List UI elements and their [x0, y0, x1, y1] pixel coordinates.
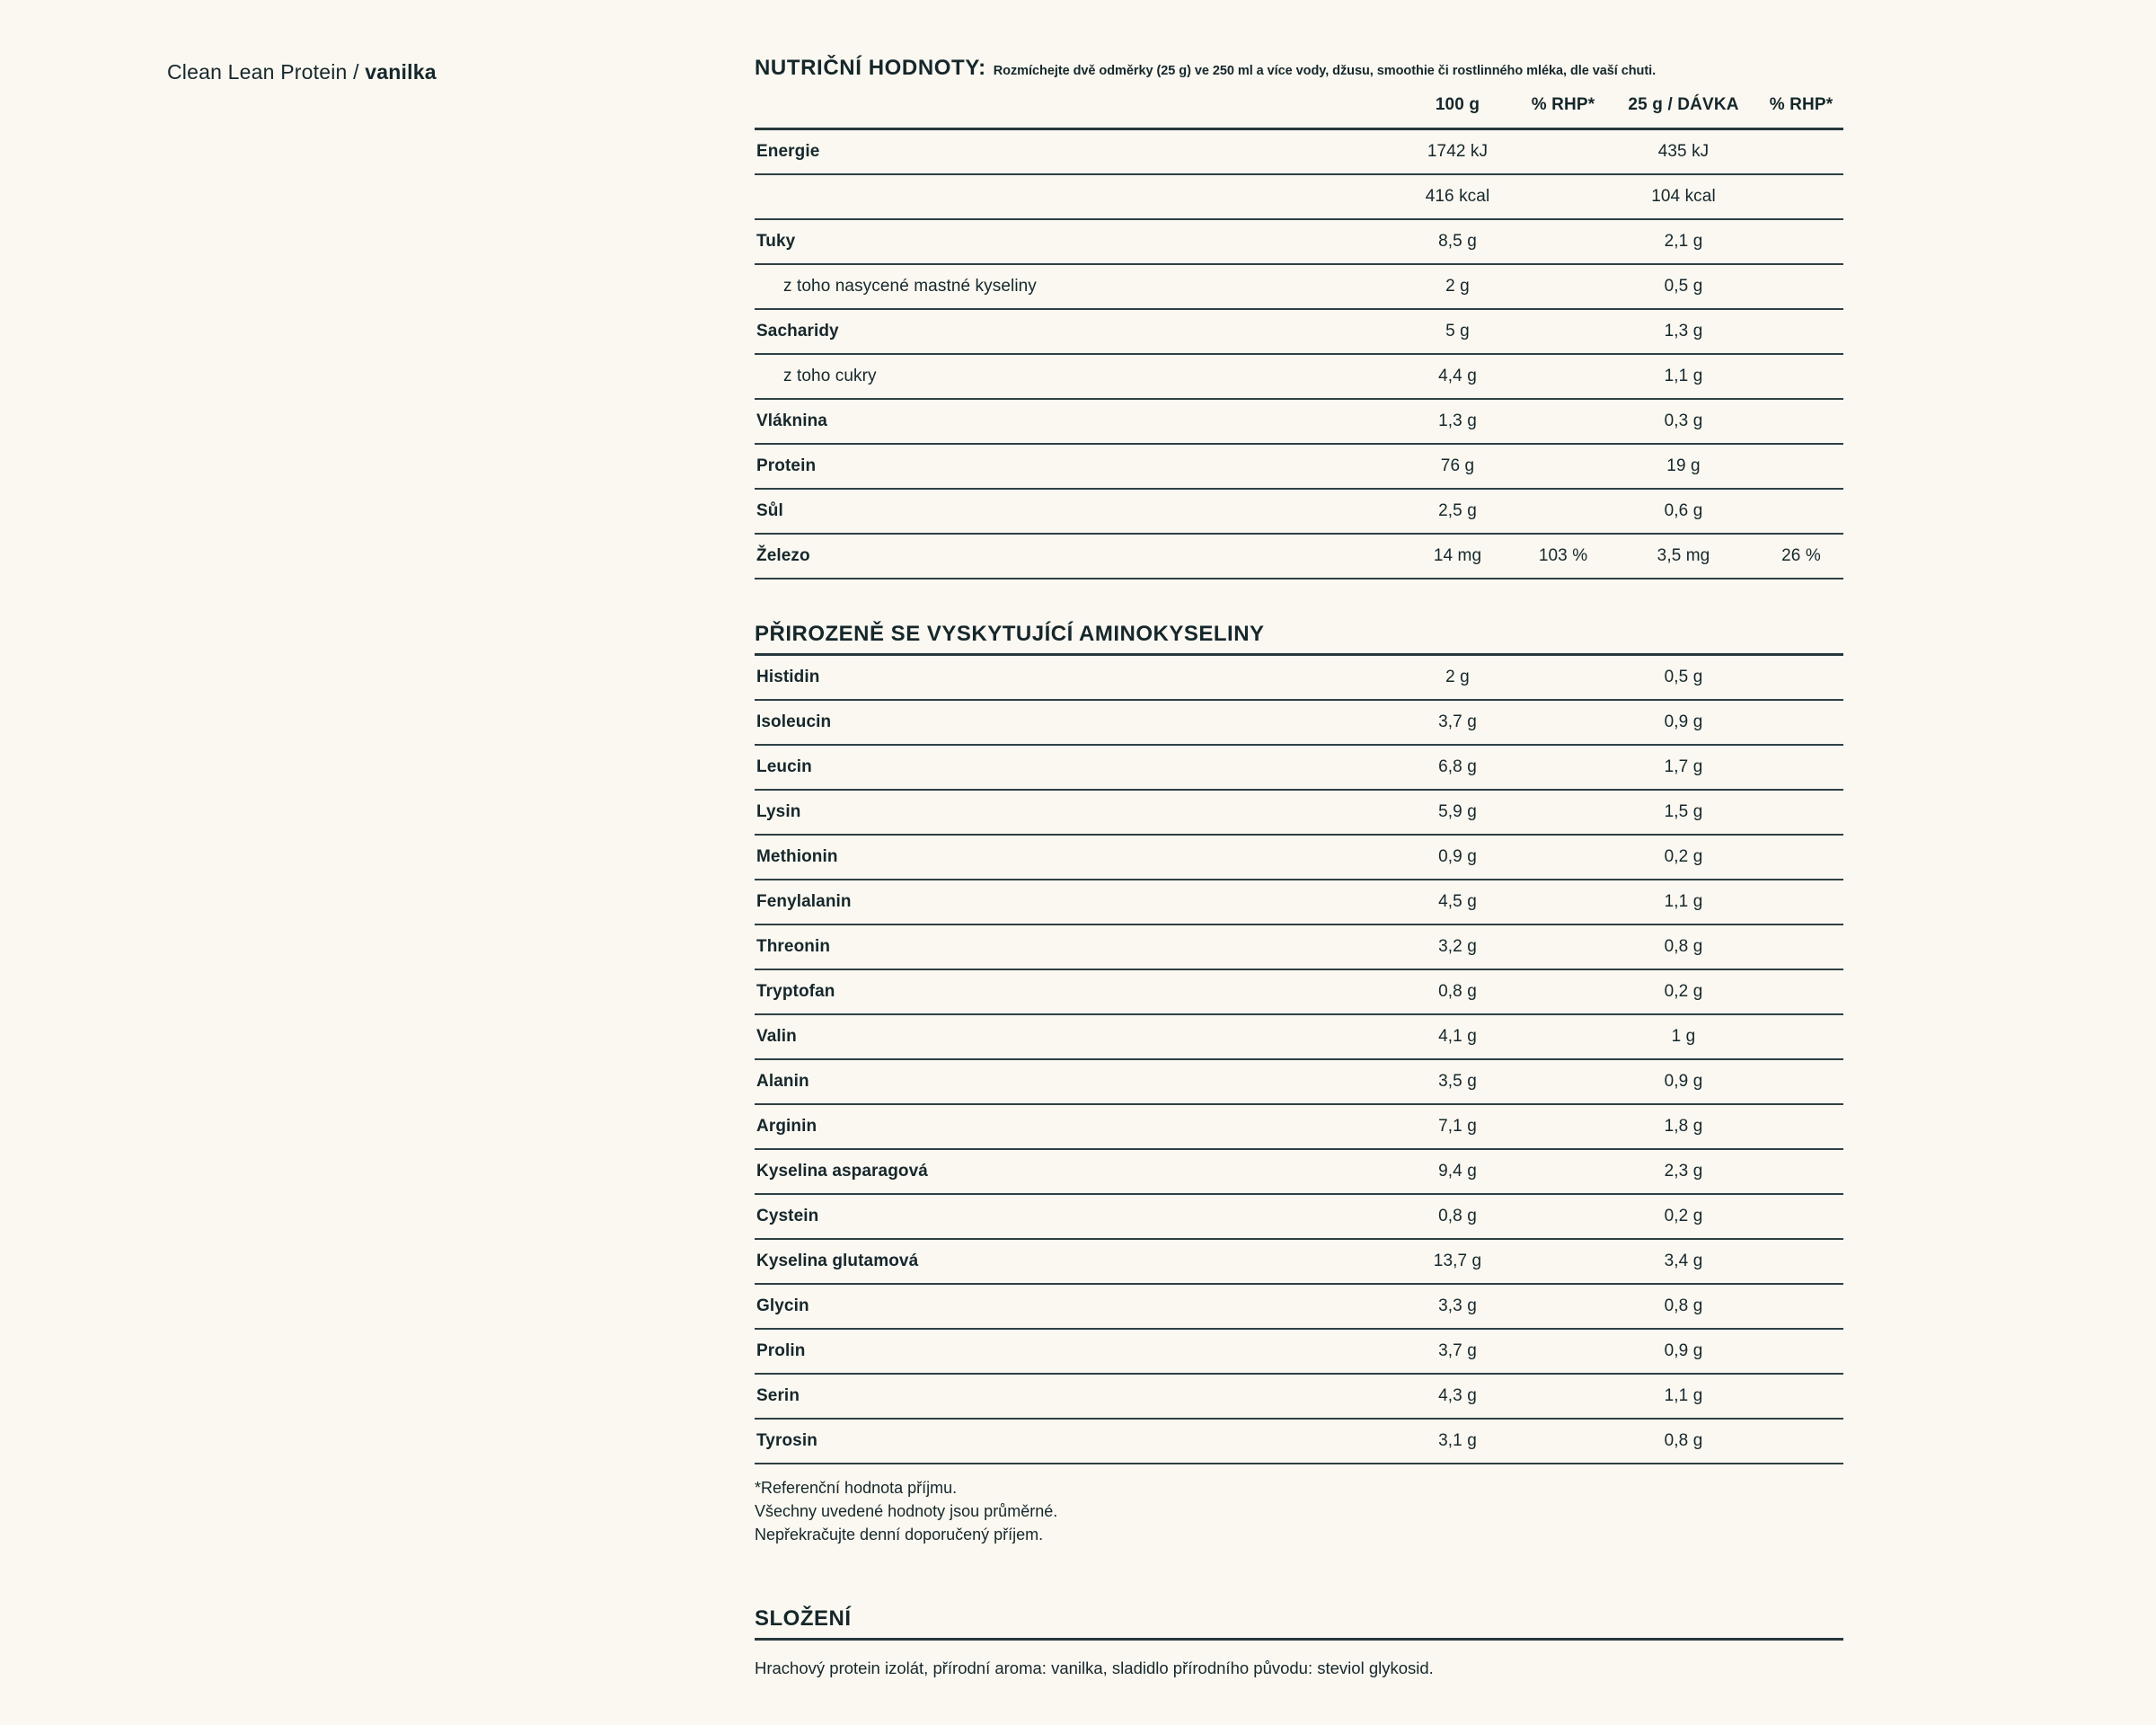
nutrient-value-per-100g: 5 g [1397, 309, 1518, 354]
nutrient-rhp-per-100g: 103 % [1518, 534, 1608, 579]
amino-acid-rhp-per-100g [1518, 924, 1608, 969]
amino-acid-rhp-per-serving [1759, 790, 1843, 835]
product-variant: vanilka [365, 60, 437, 84]
nutrient-rhp-per-100g [1518, 354, 1608, 399]
preparation-instructions: Rozmíchejte dvě odměrky (25 g) ve 250 ml a více vody, džusu, smoothie či rostlinného mléka, dle vaší chuti. [993, 63, 1657, 78]
amino-acid-label: Kyselina glutamová [755, 1239, 1397, 1284]
nutrient-label: z toho nasycené mastné kyseliny [755, 264, 1397, 309]
table-row [755, 880, 1843, 924]
table-row [755, 444, 1843, 489]
nutrient-value-per-100g: 76 g [1397, 444, 1518, 489]
nutrition-heading-row [755, 56, 1843, 81]
nutrition-heading: NUTRIČNÍ HODNOTY: [755, 56, 986, 80]
table-row [755, 1059, 1843, 1104]
amino-acid-value-per-100g: 7,1 g [1397, 1104, 1518, 1149]
amino-acid-rhp-per-100g [1518, 1104, 1608, 1149]
amino-acid-value-per-serving: 0,9 g [1608, 700, 1759, 745]
amino-acid-value-per-serving: 3,4 g [1608, 1239, 1759, 1284]
amino-acid-rhp-per-serving [1759, 1104, 1843, 1149]
amino-acid-label: Tyrosin [755, 1419, 1397, 1464]
amino-acid-value-per-100g: 3,7 g [1397, 1329, 1518, 1374]
composition-divider [755, 1638, 1843, 1641]
amino-acid-value-per-serving: 1,7 g [1608, 745, 1759, 790]
amino-acid-label: Isoleucin [755, 700, 1397, 745]
nutrient-label: Sůl [755, 489, 1397, 534]
table-row [755, 354, 1843, 399]
amino-acid-rhp-per-serving [1759, 655, 1843, 701]
amino-acid-value-per-serving: 1,1 g [1608, 1374, 1759, 1419]
amino-acid-rhp-per-100g [1518, 1284, 1608, 1329]
amino-acid-label: Histidin [755, 655, 1397, 701]
amino-acid-value-per-serving: 1 g [1608, 1014, 1759, 1059]
amino-acid-rhp-per-100g [1518, 1239, 1608, 1284]
amino-acid-label: Fenylalanin [755, 880, 1397, 924]
amino-acid-label: Serin [755, 1374, 1397, 1419]
amino-acid-rhp-per-100g [1518, 790, 1608, 835]
composition-heading: SLOŽENÍ [755, 1606, 852, 1631]
nutrient-value-per-100g: 4,4 g [1397, 354, 1518, 399]
nutrient-value-per-100g: 2 g [1397, 264, 1518, 309]
amino-acid-rhp-per-serving [1759, 1419, 1843, 1464]
nutrient-rhp-per-100g [1518, 399, 1608, 444]
nutrient-value-per-serving: 104 kcal [1608, 174, 1759, 219]
nutrition-table-header-row [755, 87, 1843, 129]
amino-acids-table [755, 653, 1843, 1464]
composition-text: Hrachový protein izolát, přírodní aroma: vanilka, sladidlo přírodního původu: steviol glykosid. [755, 1658, 1434, 1677]
nutrient-value-per-100g: 416 kcal [1397, 174, 1518, 219]
nutrient-rhp-per-serving [1759, 399, 1843, 444]
nutrient-rhp-per-serving: 26 % [1759, 534, 1843, 579]
nutrient-rhp-per-serving [1759, 309, 1843, 354]
amino-acid-rhp-per-serving [1759, 924, 1843, 969]
footnote-line: Všechny uvedené hodnoty jsou průměrné. [755, 1501, 1058, 1520]
amino-acid-value-per-serving: 1,8 g [1608, 1104, 1759, 1149]
nutrient-value-per-100g: 14 mg [1397, 534, 1518, 579]
nutrient-rhp-per-serving [1759, 264, 1843, 309]
amino-acid-value-per-serving: 1,5 g [1608, 790, 1759, 835]
amino-acid-rhp-per-serving [1759, 745, 1843, 790]
amino-acid-rhp-per-100g [1518, 1194, 1608, 1239]
footnote-line: *Referenční hodnota příjmu. [755, 1479, 958, 1497]
amino-acid-value-per-serving: 0,2 g [1608, 969, 1759, 1014]
nutrient-label: Sacharidy [755, 309, 1397, 354]
amino-acid-value-per-100g: 4,5 g [1397, 880, 1518, 924]
amino-acid-rhp-per-serving [1759, 1239, 1843, 1284]
amino-acids-table-body [755, 655, 1843, 1464]
table-row [755, 219, 1843, 264]
amino-acid-value-per-100g: 3,7 g [1397, 700, 1518, 745]
amino-acid-value-per-100g: 0,8 g [1397, 969, 1518, 1014]
amino-acid-rhp-per-100g [1518, 835, 1608, 880]
amino-acid-rhp-per-serving [1759, 700, 1843, 745]
label-content [755, 56, 1843, 1678]
nutrient-rhp-per-100g [1518, 309, 1608, 354]
nutrient-value-per-serving: 3,5 mg [1608, 534, 1759, 579]
amino-acid-rhp-per-100g [1518, 969, 1608, 1014]
amino-acid-label: Methionin [755, 835, 1397, 880]
amino-acid-rhp-per-100g [1518, 1149, 1608, 1194]
nutrition-table [755, 87, 1843, 579]
nutrient-value-per-100g: 2,5 g [1397, 489, 1518, 534]
amino-acid-value-per-100g: 3,1 g [1397, 1419, 1518, 1464]
footnote-line: Nepřekračujte denní doporučený příjem. [755, 1525, 1044, 1544]
amino-acid-rhp-per-100g [1518, 700, 1608, 745]
amino-acid-rhp-per-100g [1518, 1059, 1608, 1104]
amino-acids-heading: PŘIROZENĚ SE VYSKYTUJÍCÍ AMINOKYSELINY [755, 622, 1265, 646]
nutrition-table-body [755, 129, 1843, 579]
nutrient-label: Železo [755, 534, 1397, 579]
amino-acid-value-per-100g: 3,3 g [1397, 1284, 1518, 1329]
nutrient-value-per-serving: 0,5 g [1608, 264, 1759, 309]
table-row [755, 700, 1843, 745]
amino-acid-label: Valin [755, 1014, 1397, 1059]
table-row [755, 790, 1843, 835]
table-row [755, 309, 1843, 354]
nutrient-rhp-per-100g [1518, 444, 1608, 489]
nutrient-value-per-serving: 435 kJ [1608, 129, 1759, 175]
amino-acid-rhp-per-100g [1518, 1329, 1608, 1374]
amino-acid-rhp-per-serving [1759, 1374, 1843, 1419]
amino-acid-value-per-100g: 13,7 g [1397, 1239, 1518, 1284]
table-row [755, 969, 1843, 1014]
amino-acid-rhp-per-100g [1518, 1014, 1608, 1059]
amino-acid-value-per-serving: 0,2 g [1608, 835, 1759, 880]
nutrient-rhp-per-serving [1759, 444, 1843, 489]
table-row [755, 1194, 1843, 1239]
amino-acid-rhp-per-serving [1759, 880, 1843, 924]
table-row [755, 174, 1843, 219]
table-row [755, 264, 1843, 309]
table-row [755, 745, 1843, 790]
amino-acid-rhp-per-serving [1759, 1329, 1843, 1374]
column-header-label [755, 87, 1397, 129]
amino-acid-value-per-100g: 9,4 g [1397, 1149, 1518, 1194]
amino-acid-rhp-per-serving [1759, 1284, 1843, 1329]
amino-acid-label: Leucin [755, 745, 1397, 790]
amino-acid-rhp-per-serving [1759, 1149, 1843, 1194]
amino-acid-value-per-serving: 0,8 g [1608, 1284, 1759, 1329]
table-row [755, 924, 1843, 969]
column-header-rhp-100g: % RHP* [1531, 95, 1595, 114]
table-row [755, 835, 1843, 880]
amino-acid-value-per-serving: 0,8 g [1608, 924, 1759, 969]
amino-acid-value-per-serving: 0,5 g [1608, 655, 1759, 701]
amino-acid-value-per-100g: 3,2 g [1397, 924, 1518, 969]
column-header-per-serving: 25 g / DÁVKA [1628, 95, 1739, 114]
nutrient-label: Vláknina [755, 399, 1397, 444]
table-row [755, 489, 1843, 534]
nutrient-rhp-per-serving [1759, 174, 1843, 219]
nutrient-rhp-per-serving [1759, 129, 1843, 175]
amino-acid-rhp-per-100g [1518, 880, 1608, 924]
column-header-per-100g: 100 g [1435, 95, 1480, 114]
table-row [755, 1149, 1843, 1194]
table-row [755, 1239, 1843, 1284]
table-row [755, 399, 1843, 444]
table-row [755, 655, 1843, 701]
nutrient-value-per-serving: 0,6 g [1608, 489, 1759, 534]
table-row [755, 129, 1843, 175]
nutrient-rhp-per-100g [1518, 129, 1608, 175]
amino-acid-rhp-per-serving [1759, 1059, 1843, 1104]
product-name: Clean Lean Protein [167, 60, 348, 84]
nutrient-rhp-per-serving [1759, 219, 1843, 264]
amino-acid-label: Arginin [755, 1104, 1397, 1149]
nutrient-label: z toho cukry [755, 354, 1397, 399]
nutrient-value-per-100g: 1,3 g [1397, 399, 1518, 444]
table-row [755, 1014, 1843, 1059]
nutrient-rhp-per-100g [1518, 264, 1608, 309]
table-row [755, 1284, 1843, 1329]
amino-acid-label: Prolin [755, 1329, 1397, 1374]
amino-acid-rhp-per-100g [1518, 655, 1608, 701]
table-row [755, 1329, 1843, 1374]
amino-acid-value-per-100g: 6,8 g [1397, 745, 1518, 790]
table-row [755, 534, 1843, 579]
amino-acid-value-per-serving: 0,9 g [1608, 1329, 1759, 1374]
nutrient-value-per-100g: 1742 kJ [1397, 129, 1518, 175]
amino-acid-rhp-per-100g [1518, 1419, 1608, 1464]
amino-acid-value-per-serving: 0,9 g [1608, 1059, 1759, 1104]
amino-acid-rhp-per-serving [1759, 1014, 1843, 1059]
amino-acid-rhp-per-serving [1759, 1194, 1843, 1239]
amino-acid-rhp-per-100g [1518, 1374, 1608, 1419]
amino-acid-label: Alanin [755, 1059, 1397, 1104]
nutrient-label: Tuky [755, 219, 1397, 264]
nutrient-value-per-serving: 2,1 g [1608, 219, 1759, 264]
amino-acid-label: Cystein [755, 1194, 1397, 1239]
amino-acid-value-per-serving: 0,8 g [1608, 1419, 1759, 1464]
nutrient-value-per-serving: 1,1 g [1608, 354, 1759, 399]
amino-acid-label: Threonin [755, 924, 1397, 969]
amino-acid-value-per-serving: 0,2 g [1608, 1194, 1759, 1239]
column-header-rhp-serving: % RHP* [1769, 95, 1833, 114]
amino-acid-value-per-100g: 2 g [1397, 655, 1518, 701]
nutrient-value-per-serving: 0,3 g [1608, 399, 1759, 444]
footnotes [755, 1477, 1843, 1547]
table-row [755, 1104, 1843, 1149]
amino-acid-value-per-100g: 3,5 g [1397, 1059, 1518, 1104]
amino-acid-label: Tryptofan [755, 969, 1397, 1014]
amino-acid-value-per-100g: 0,8 g [1397, 1194, 1518, 1239]
nutrient-rhp-per-100g [1518, 174, 1608, 219]
nutrient-value-per-serving: 1,3 g [1608, 309, 1759, 354]
amino-acid-value-per-serving: 1,1 g [1608, 880, 1759, 924]
amino-acid-rhp-per-serving [1759, 835, 1843, 880]
amino-acid-label: Glycin [755, 1284, 1397, 1329]
nutrient-rhp-per-100g [1518, 489, 1608, 534]
amino-acid-label: Kyselina asparagová [755, 1149, 1397, 1194]
amino-acid-value-per-100g: 4,1 g [1397, 1014, 1518, 1059]
title-separator: / [347, 60, 366, 84]
nutrient-value-per-100g: 8,5 g [1397, 219, 1518, 264]
amino-acid-value-per-serving: 2,3 g [1608, 1149, 1759, 1194]
amino-acid-value-per-100g: 5,9 g [1397, 790, 1518, 835]
nutrient-label: Energie [755, 129, 1397, 175]
nutrient-value-per-serving: 19 g [1608, 444, 1759, 489]
amino-acid-label: Lysin [755, 790, 1397, 835]
nutrient-label [755, 174, 1397, 219]
nutrient-rhp-per-100g [1518, 219, 1608, 264]
amino-acid-rhp-per-serving [1759, 969, 1843, 1014]
page-title [167, 60, 437, 84]
nutrient-label: Protein [755, 444, 1397, 489]
nutrient-rhp-per-serving [1759, 489, 1843, 534]
nutrient-rhp-per-serving [1759, 354, 1843, 399]
table-row [755, 1374, 1843, 1419]
amino-acid-value-per-100g: 0,9 g [1397, 835, 1518, 880]
table-row [755, 1419, 1843, 1464]
amino-acid-rhp-per-100g [1518, 745, 1608, 790]
amino-acid-value-per-100g: 4,3 g [1397, 1374, 1518, 1419]
